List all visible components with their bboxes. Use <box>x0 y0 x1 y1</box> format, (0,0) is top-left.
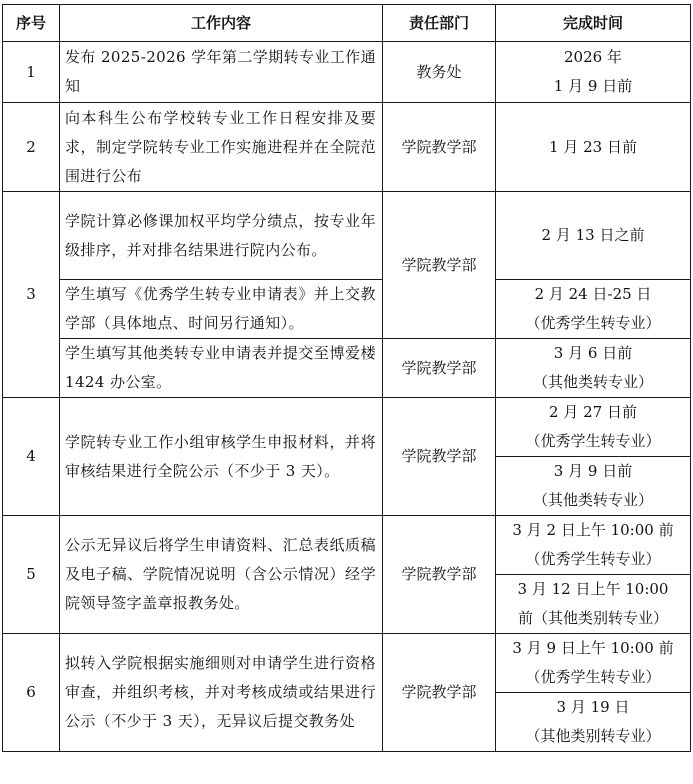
row-number: 3 <box>3 192 60 398</box>
deadline <box>496 516 691 575</box>
table-row <box>3 103 691 192</box>
table-row <box>3 280 691 339</box>
task-content: 学生填写《优秀学生转专业申请表》并上交教学部（具体地点、时间另行通知）。 <box>60 280 383 339</box>
responsible-dept: 学院教学部 <box>383 634 496 752</box>
deadline <box>496 42 691 103</box>
task-content: 向本科生公布学校转专业工作日程安排及要求，制定学院转专业工作实施进程并在全院范围进行公布 <box>60 103 383 192</box>
deadline-line: （其他类别转专业） <box>525 727 661 745</box>
responsible-dept: 学院教学部 <box>383 103 496 192</box>
table-row <box>3 634 691 693</box>
responsible-dept: 学院教学部 <box>383 192 496 339</box>
row-number: 1 <box>3 42 60 103</box>
responsible-dept: 学院教学部 <box>383 339 496 398</box>
header-no: 序号 <box>3 5 60 42</box>
task-content: 发布 2025-2026 学年第二学期转专业工作通知 <box>60 42 383 103</box>
deadline-line: 3 月 12 日上午 10:00 <box>517 580 669 598</box>
deadline: 2 月 13 日之前 <box>496 192 691 280</box>
header-row <box>3 5 691 42</box>
task-content: 公示无异议后将学生申请资料、汇总表纸质稿及电子稿、学院情况说明（含公示情况）经学院领导签字盖章报教务处。 <box>60 516 383 634</box>
responsible-dept: 学院教学部 <box>383 516 496 634</box>
deadline <box>496 457 691 516</box>
row-number: 4 <box>3 398 60 516</box>
deadline-line: 2 月 24 日-25 日 <box>534 285 652 303</box>
task-content: 学院计算必修课加权平均学分绩点，按专业年级排序，并对排名结果进行院内公布。 <box>60 192 383 280</box>
task-content: 学生填写其他类转专业申请表并提交至博爱楼 1424 办公室。 <box>60 339 383 398</box>
task-content: 拟转入学院根据实施细则对申请学生进行资格审查，并组织考核，并对考核成绩或结果进行公示（不少于 3 天），无异议后提交教务处 <box>60 634 383 752</box>
header-time: 完成时间 <box>496 5 691 42</box>
table-row <box>3 192 691 280</box>
deadline <box>496 693 691 752</box>
row-number: 2 <box>3 103 60 192</box>
responsible-dept: 学院教学部 <box>383 398 496 516</box>
table-row <box>3 339 691 398</box>
task-content: 学院转专业工作小组审核学生申报材料，并将审核结果进行全院公示（不少于 3 天）。 <box>60 398 383 516</box>
deadline <box>496 634 691 693</box>
row-number: 5 <box>3 516 60 634</box>
deadline-line: 3 月 19 日 <box>556 698 630 716</box>
deadline-line: （优秀学生转专业） <box>525 668 661 686</box>
deadline-line: 2026 年 <box>564 48 622 66</box>
header-dept: 责任部门 <box>383 5 496 42</box>
deadline-line: 3 月 9 日前 <box>553 462 633 480</box>
table-row <box>3 42 691 103</box>
schedule-table <box>2 4 691 752</box>
deadline-line: 2 月 27 日前 <box>549 403 637 421</box>
deadline-line: 前（其他类别转专业） <box>517 609 668 627</box>
deadline-line: （其他类转专业） <box>532 373 653 391</box>
deadline-line: （其他类转专业） <box>532 491 653 509</box>
deadline <box>496 398 691 457</box>
table-row <box>3 516 691 575</box>
deadline <box>496 280 691 339</box>
deadline-line: 1 月 9 日前 <box>553 77 633 95</box>
header-content: 工作内容 <box>60 5 383 42</box>
deadline <box>496 575 691 634</box>
deadline-line: 3 月 9 日上午 10:00 前 <box>512 639 674 657</box>
deadline-line: （优秀学生转专业） <box>525 314 661 332</box>
deadline: 1 月 23 日前 <box>496 103 691 192</box>
row-number: 6 <box>3 634 60 752</box>
deadline-line: 3 月 2 日上午 10:00 前 <box>512 521 674 539</box>
table-row <box>3 398 691 457</box>
deadline-line: （优秀学生转专业） <box>525 550 661 568</box>
deadline-line: 3 月 6 日前 <box>553 344 633 362</box>
responsible-dept: 教务处 <box>383 42 496 103</box>
deadline-line: （优秀学生转专业） <box>525 432 661 450</box>
deadline <box>496 339 691 398</box>
